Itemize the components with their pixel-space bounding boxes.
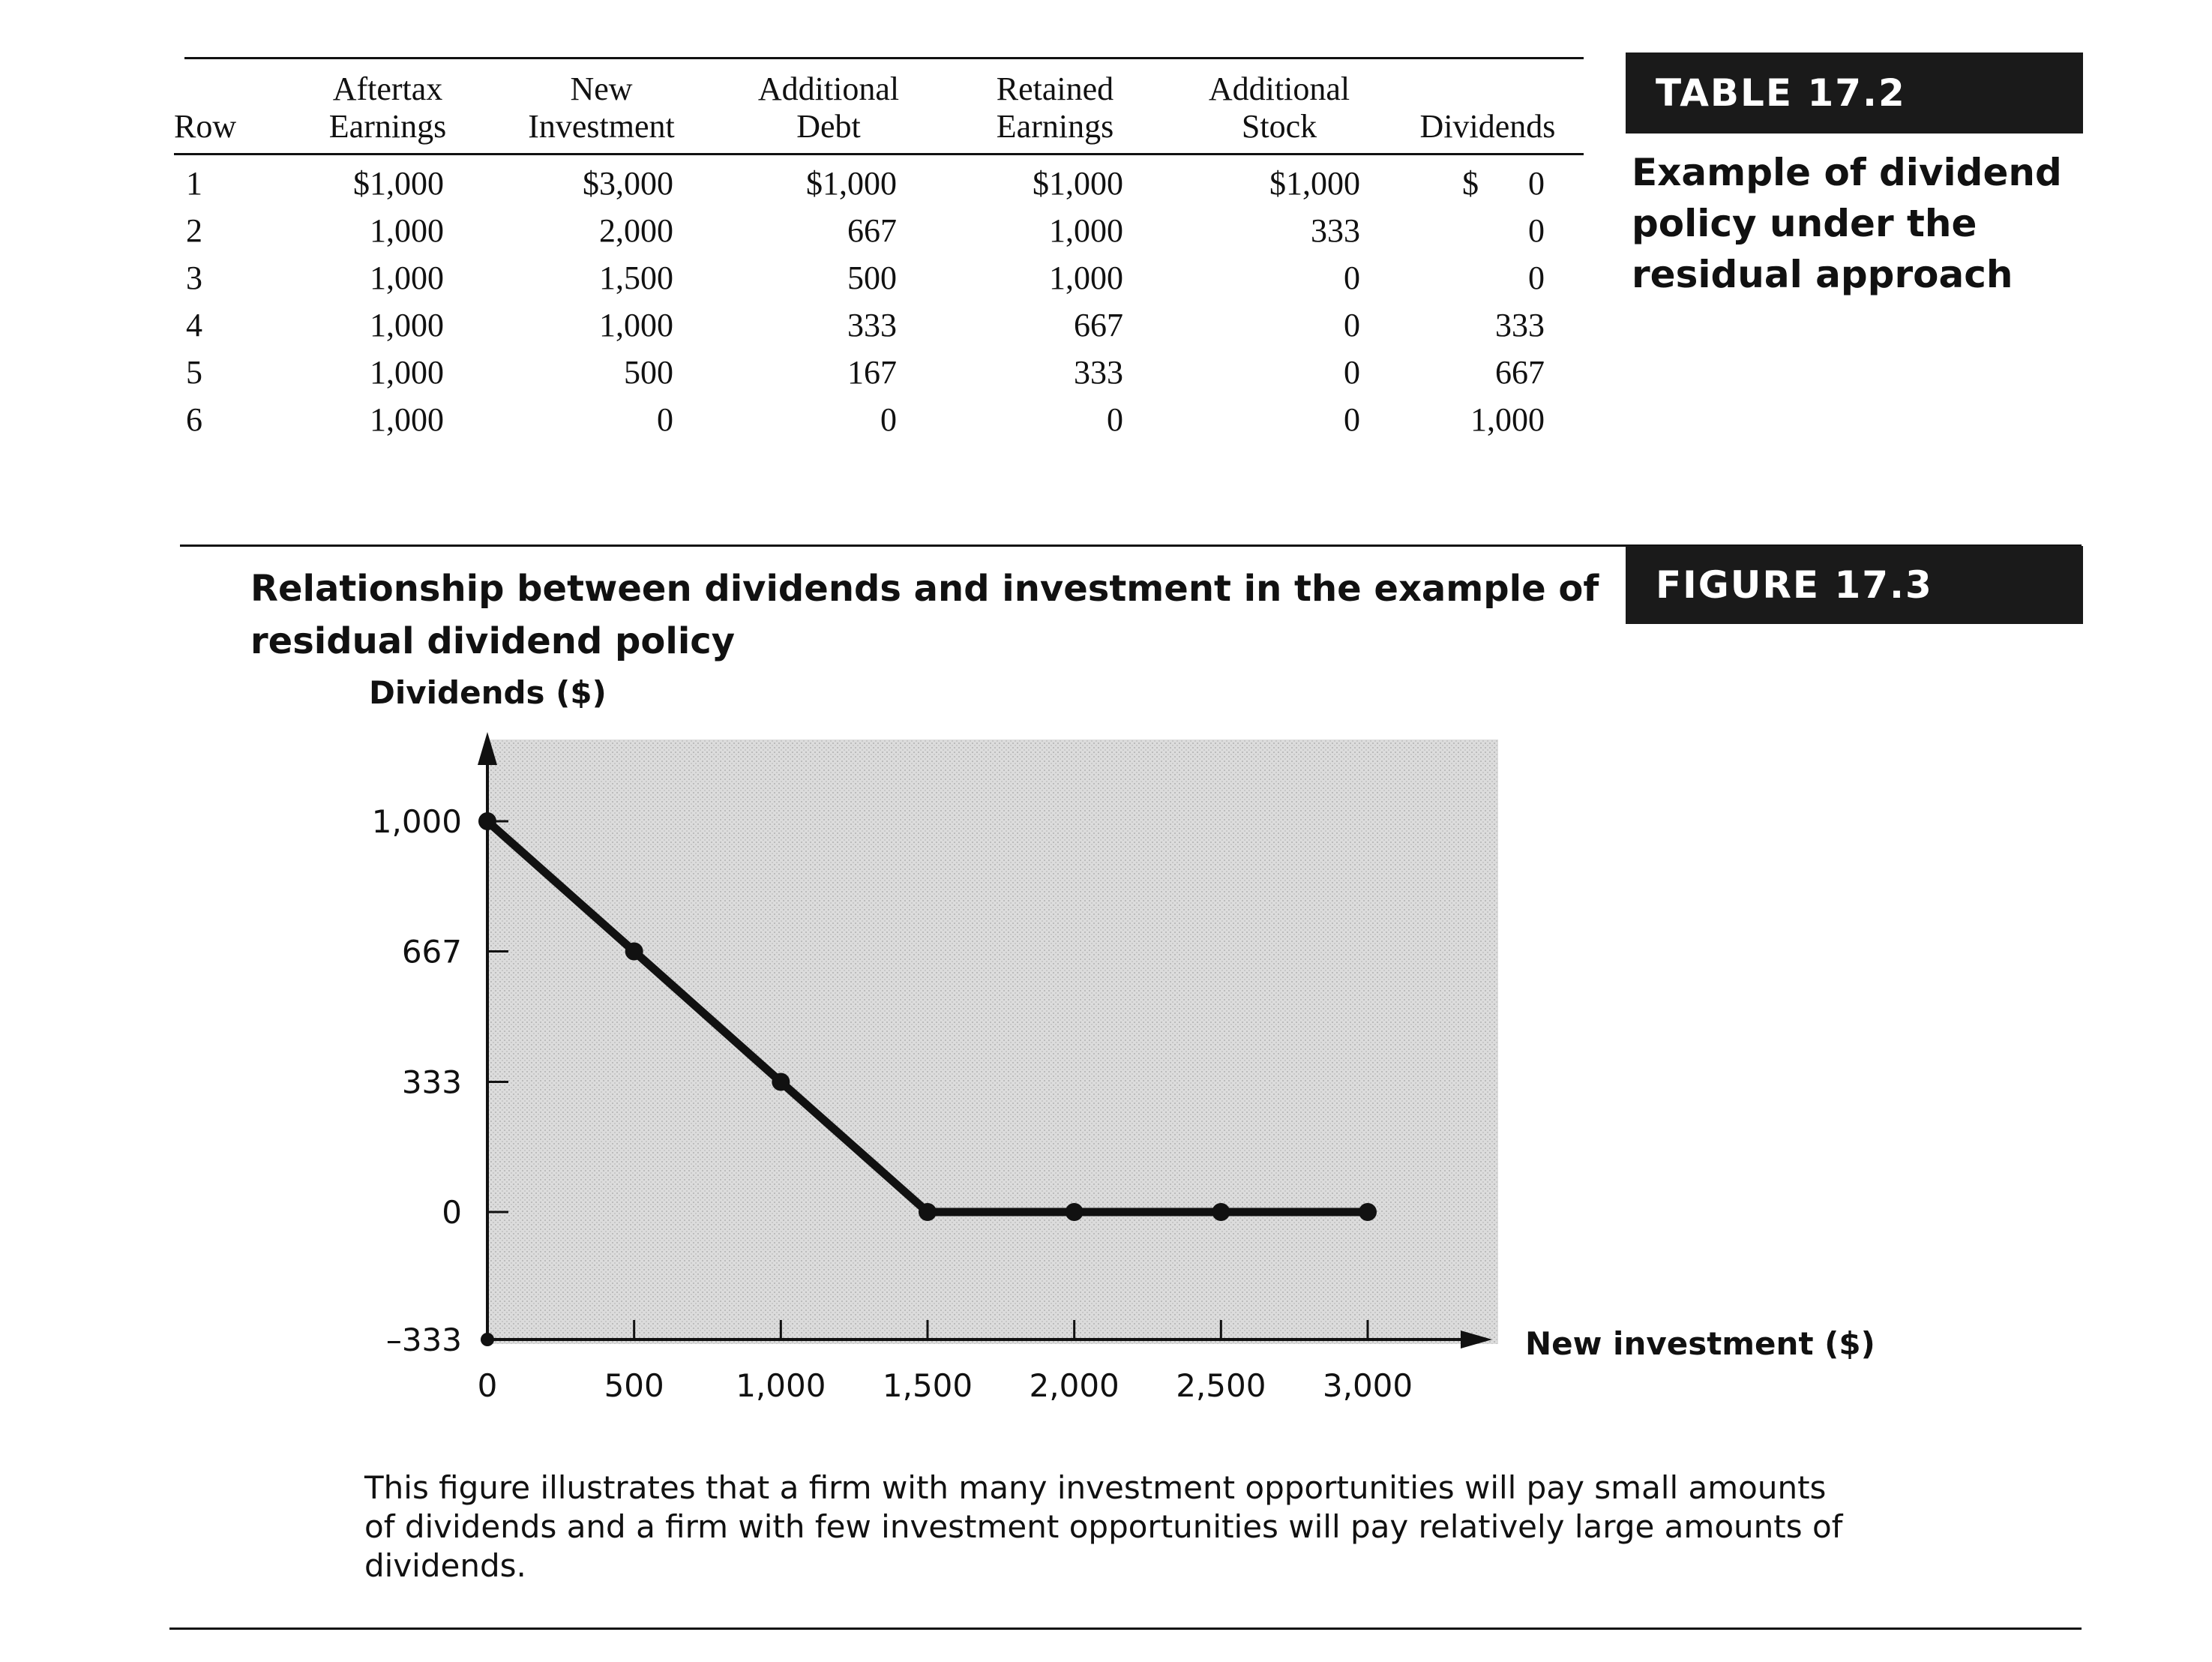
plot-background bbox=[489, 740, 1498, 1344]
table-cell: 1,000 bbox=[1049, 212, 1123, 249]
table-cell: $3,000 bbox=[583, 164, 673, 202]
column-header-line: Row bbox=[174, 108, 237, 145]
data-point bbox=[1212, 1203, 1230, 1221]
data-point bbox=[919, 1203, 937, 1221]
table-cell: 0 bbox=[1344, 306, 1360, 344]
table-cell: 333 bbox=[1074, 353, 1123, 391]
y-axis-title: Dividends ($) bbox=[369, 674, 607, 711]
table-cell: 4 bbox=[186, 306, 202, 344]
table-cell: 1,000 bbox=[1470, 400, 1545, 438]
table-cell: $ 0 bbox=[1462, 164, 1545, 202]
x-tick-label: 500 bbox=[604, 1367, 664, 1404]
figure-title: Relationship between dividends and investment in the example of residual dividend policy bbox=[250, 568, 1599, 662]
column-header-line: Debt bbox=[796, 108, 861, 145]
x-axis-title: New investment ($) bbox=[1525, 1325, 1875, 1362]
data-point bbox=[772, 1073, 790, 1091]
table-cell: 1,000 bbox=[370, 306, 444, 344]
y-tick-label: –333 bbox=[385, 1322, 462, 1358]
y-tick-label: 667 bbox=[401, 933, 462, 970]
data-point bbox=[1359, 1203, 1377, 1221]
table-cell: 333 bbox=[847, 306, 897, 344]
table-cell: 0 bbox=[1344, 259, 1360, 296]
column-header-line: Investment bbox=[528, 108, 675, 145]
column-header-line: Retained bbox=[996, 70, 1114, 107]
table-cell: 6 bbox=[186, 400, 202, 438]
table-cell: 333 bbox=[1311, 212, 1360, 249]
column-header-line: Additional bbox=[757, 70, 900, 107]
table-cell: 0 bbox=[1528, 259, 1545, 296]
data-point bbox=[1066, 1203, 1084, 1221]
table-cell: 1,000 bbox=[599, 306, 673, 344]
table-cell: 667 bbox=[847, 212, 897, 249]
table-cell: $1,000 bbox=[353, 164, 444, 202]
bottom-rule bbox=[169, 1628, 2082, 1630]
column-header-line: Aftertax bbox=[332, 70, 443, 107]
table-caption: Example of dividend policy under the residual approach bbox=[1632, 151, 2062, 296]
table-cell: 500 bbox=[624, 353, 673, 391]
table-cell: 0 bbox=[1344, 353, 1360, 391]
table-cell: 667 bbox=[1495, 353, 1545, 391]
figure-note: This figure illustrates that a firm with many investment opportunities will pay small amounts of dividends and a firm with few investment opportunities will pay relatively large amounts of dividends. bbox=[364, 1469, 1843, 1584]
table-cell: 5 bbox=[186, 353, 202, 391]
table-cell: 167 bbox=[847, 353, 897, 391]
table-cell: $1,000 bbox=[806, 164, 897, 202]
x-tick-label: 1,000 bbox=[736, 1367, 826, 1404]
table-cell: 0 bbox=[880, 400, 897, 438]
table-cell: 2 bbox=[186, 212, 202, 249]
table-cell: 333 bbox=[1495, 306, 1545, 344]
x-tick-label: 3,000 bbox=[1322, 1367, 1413, 1404]
table-cell: 1,000 bbox=[370, 259, 444, 296]
table-cell: 2,000 bbox=[599, 212, 673, 249]
table-cell: 3 bbox=[186, 259, 202, 296]
y-tick-label: 1,000 bbox=[371, 803, 462, 840]
x-tick-label: 2,000 bbox=[1029, 1367, 1119, 1404]
table-cell: $1,000 bbox=[1269, 164, 1360, 202]
table-cell: 0 bbox=[657, 400, 673, 438]
table-cell: 1 bbox=[186, 164, 202, 202]
x-tick-label: 0 bbox=[477, 1367, 498, 1404]
column-header-line: Earnings bbox=[996, 108, 1114, 145]
table-cell: 500 bbox=[847, 259, 897, 296]
figure-label: FIGURE 17.3 bbox=[1626, 546, 2083, 624]
table-cell: 0 bbox=[1344, 400, 1360, 438]
column-header-line: Dividends bbox=[1419, 108, 1556, 145]
data-point bbox=[625, 942, 643, 960]
column-header-line: Stock bbox=[1241, 108, 1317, 145]
table-cell: $1,000 bbox=[1033, 164, 1123, 202]
column-header-line: Additional bbox=[1208, 70, 1350, 107]
y-tick-label: 0 bbox=[442, 1194, 462, 1231]
table-cell: 1,000 bbox=[370, 353, 444, 391]
x-tick-label: 1,500 bbox=[882, 1367, 973, 1404]
table-cell: 0 bbox=[1528, 212, 1545, 249]
y-tick-label: 333 bbox=[401, 1064, 462, 1101]
table-cell: 1,000 bbox=[370, 212, 444, 249]
column-header-line: Earnings bbox=[328, 108, 447, 145]
table-cell: 1,000 bbox=[370, 400, 444, 438]
data-point bbox=[478, 812, 496, 830]
table-label: TABLE 17.2 bbox=[1626, 52, 2083, 134]
table-cell: 1,000 bbox=[1049, 259, 1123, 296]
column-header-line: New bbox=[570, 70, 633, 107]
table-cell: 0 bbox=[1107, 400, 1123, 438]
table-cell: 1,500 bbox=[599, 259, 673, 296]
table-cell: 667 bbox=[1074, 306, 1123, 344]
x-tick-label: 2,500 bbox=[1176, 1367, 1266, 1404]
